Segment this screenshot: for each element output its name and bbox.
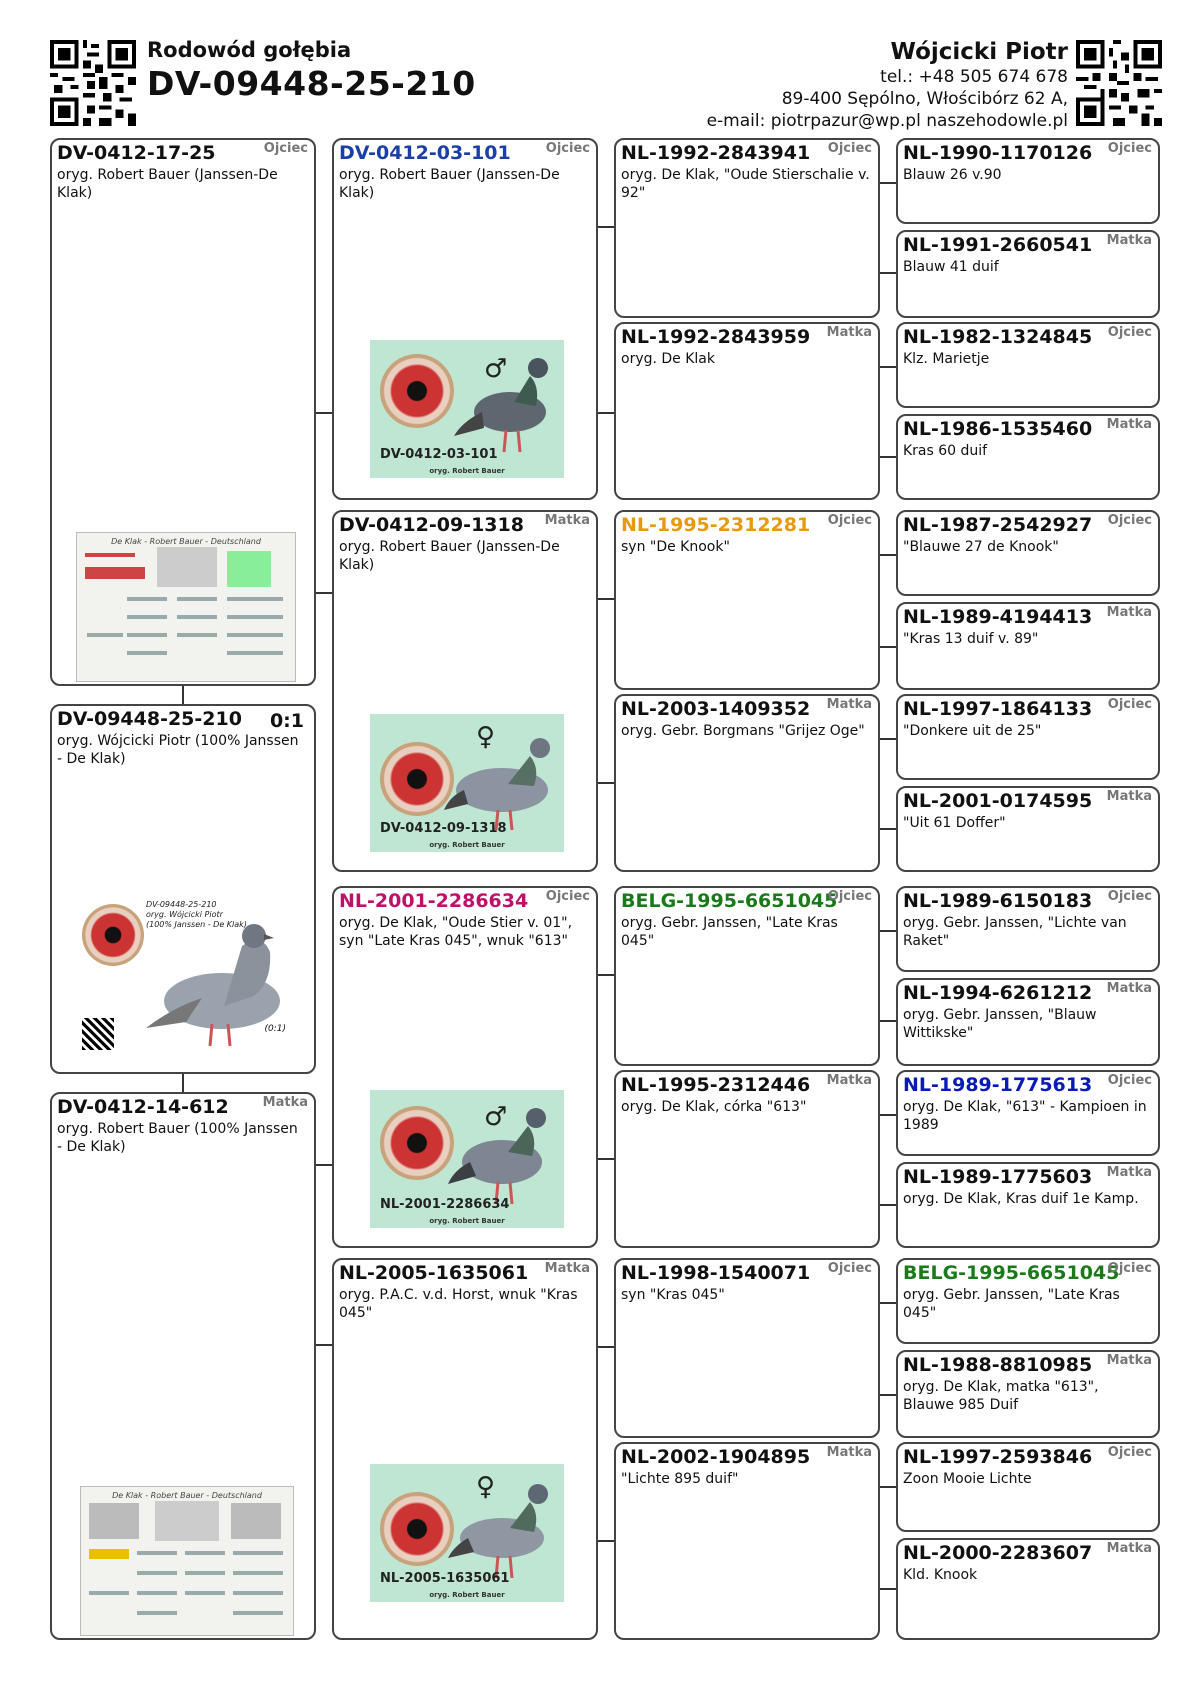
qr-code-left	[50, 40, 136, 126]
photo-origin: oryg. Robert Bauer	[429, 467, 505, 475]
pedigree-description: syn "Kras 045"	[621, 1287, 725, 1303]
eye-photo	[380, 354, 454, 428]
sex-label: Matka	[826, 325, 872, 340]
sex-label: Ojciec	[1107, 1261, 1152, 1276]
ring-number: NL-1989-4194413	[903, 606, 1093, 628]
connector-line	[598, 782, 614, 784]
photo-caption: DV-0412-09-1318	[380, 821, 507, 836]
gen4-card-12	[896, 1162, 1160, 1248]
connector-line	[880, 738, 896, 740]
pedigree-description: "Lichte 895 duif"	[621, 1471, 739, 1487]
sex-label: Matka	[1106, 1353, 1152, 1368]
connector-line	[880, 554, 896, 556]
male-symbol: ♂	[484, 1102, 508, 1132]
sex-label: Matka	[544, 1261, 590, 1276]
ring-number: NL-1986-1535460	[903, 418, 1093, 440]
ring-number: NL-2002-1904895	[621, 1446, 811, 1468]
sex-label: Ojciec	[1107, 889, 1152, 904]
gen2-card-2	[332, 510, 598, 872]
sex-label: Matka	[826, 1073, 872, 1088]
gen4-card-15	[896, 1442, 1160, 1532]
photo-origin: oryg. Robert Bauer	[429, 1591, 505, 1599]
sex-label: Matka	[826, 1445, 872, 1460]
ring-number: NL-1991-2660541	[903, 234, 1093, 256]
owner-address: 89-400 Sępólno, Włościbórz 62 A,	[781, 89, 1068, 109]
pedigree-description: oryg. Gebr. Borgmans "Grijez Oge"	[621, 723, 865, 739]
pedigree-description: oryg. P.A.C. v.d. Horst, wnuk "Kras 045"	[339, 1287, 578, 1321]
pedigree-description: oryg. Gebr. Janssen, "Late Kras 045"	[621, 915, 838, 949]
sex-label: Matka	[1106, 417, 1152, 432]
gen2-card-3	[332, 886, 598, 1248]
sex-label: Matka	[1106, 1165, 1152, 1180]
pedigree-description: oryg. Robert Bauer (100% Janssen - De Klak)	[57, 1121, 298, 1155]
ring-number: BELG-1995-6651045	[621, 890, 838, 912]
connector-line	[880, 272, 896, 274]
pigeon-image	[446, 1468, 562, 1584]
pigeon-photo-3	[370, 1090, 564, 1228]
ring-number: NL-1987-2542927	[903, 514, 1093, 536]
connector-line	[598, 1346, 614, 1348]
gen4-card-4	[896, 414, 1160, 500]
gen4-card-9	[896, 886, 1160, 972]
ring-number: NL-1995-2312281	[621, 514, 811, 536]
pigeon-photo-4	[370, 1464, 564, 1602]
sex-label: Ojciec	[263, 141, 308, 156]
pedigree-description: "Kras 13 duif v. 89"	[903, 631, 1039, 647]
connector-line	[880, 456, 896, 458]
gen4-card-1	[896, 138, 1160, 224]
document-subtitle: Rodowód gołębia	[147, 38, 352, 62]
connector-line	[182, 1074, 184, 1092]
ring-number: NL-1989-6150183	[903, 890, 1093, 912]
pedigree-description: "Donkere uit de 25"	[903, 723, 1042, 739]
sex-label: Matka	[1106, 605, 1152, 620]
ring-number: NL-2001-2286634	[339, 890, 529, 912]
sex-label: Ojciec	[545, 141, 590, 156]
document-image-title: De Klak - Robert Bauer - Deutschland	[112, 1491, 262, 1500]
connector-line	[880, 1114, 896, 1116]
gen4-card-5	[896, 510, 1160, 596]
connector-line	[598, 1540, 614, 1542]
ring-number: NL-1998-1540071	[621, 1262, 811, 1284]
pedigree-description: oryg. De Klak, matka "613", Blauwe 985 Duif	[903, 1379, 1099, 1413]
sex-label: Ojciec	[545, 889, 590, 904]
main-bird-photo	[82, 900, 292, 1056]
gen3-card-6	[614, 1070, 880, 1248]
bird-card	[50, 704, 316, 1074]
photo-caption: NL-2001-2286634	[380, 1197, 510, 1212]
gen4-card-7	[896, 694, 1160, 780]
pedigree-description: oryg. Robert Bauer (Janssen-De Klak)	[339, 539, 560, 573]
gen4-card-6	[896, 602, 1160, 690]
sex-label: Ojciec	[1107, 141, 1152, 156]
pedigree-description: oryg. De Klak	[621, 351, 715, 367]
pedigree-document-image	[76, 532, 296, 682]
sex-label: Ojciec	[827, 889, 872, 904]
owner-phone: tel.: +48 505 674 678	[880, 67, 1068, 87]
connector-line	[880, 1204, 896, 1206]
ring-number: BELG-1995-6651045	[903, 1262, 1120, 1284]
ring-number: NL-1992-2843959	[621, 326, 811, 348]
gen3-card-3	[614, 510, 880, 690]
gen4-card-11	[896, 1070, 1160, 1156]
connector-line	[880, 1302, 896, 1304]
female-symbol: ♀	[476, 1472, 496, 1502]
score-label: 0:1	[269, 710, 304, 732]
sex-label: Matka	[1106, 1541, 1152, 1556]
connector-line	[880, 828, 896, 830]
connector-line	[880, 1588, 896, 1590]
eye-photo	[380, 1492, 454, 1566]
main-photo-caption: DV-09448-25-210 oryg. Wójcicki Piotr (100% Janssen - De Klak)	[146, 900, 247, 929]
pedigree-description: oryg. Gebr. Janssen, "Blauw Wittikske"	[903, 1007, 1097, 1041]
pigeon-photo-1	[370, 340, 564, 478]
ring-number: NL-1997-1864133	[903, 698, 1093, 720]
connector-line	[880, 930, 896, 932]
connector-line	[880, 646, 896, 648]
sex-label: Matka	[1106, 233, 1152, 248]
gen4-card-13	[896, 1258, 1160, 1344]
connector-line	[316, 412, 332, 414]
ring-number: NL-2000-2283607	[903, 1542, 1093, 1564]
ring-number: NL-1982-1324845	[903, 326, 1093, 348]
gen4-card-16	[896, 1538, 1160, 1640]
sex-label: Ojciec	[1107, 513, 1152, 528]
connector-line	[598, 1158, 614, 1160]
ring-number: NL-2005-1635061	[339, 1262, 529, 1284]
gen4-card-8	[896, 786, 1160, 872]
connector-line	[182, 686, 184, 704]
gen2-card-1	[332, 138, 598, 500]
connector-line	[880, 1394, 896, 1396]
connector-line	[598, 974, 614, 976]
sex-label: Ojciec	[1107, 1073, 1152, 1088]
pedigree-description: oryg. Wójcicki Piotr (100% Janssen - De Klak)	[57, 733, 299, 767]
photo-origin: oryg. Robert Bauer	[429, 1217, 505, 1225]
pedigree-description: Blauw 26 v.90	[903, 167, 1002, 183]
sex-label: Ojciec	[1107, 325, 1152, 340]
main-photo-score: (0:1)	[264, 1024, 286, 1034]
pedigree-description: oryg. Robert Bauer (Janssen-De Klak)	[57, 167, 278, 201]
connector-line	[880, 1020, 896, 1022]
ring-number: DV-0412-14-612	[57, 1096, 229, 1118]
owner-contact: e-mail: piotrpazur@wp.pl naszehodowle.pl	[706, 111, 1068, 131]
document-image-title: De Klak - Robert Bauer - Deutschland	[111, 537, 261, 546]
pedigree-description: "Uit 61 Doffer"	[903, 815, 1006, 831]
pedigree-description: oryg. De Klak, "Oude Stier v. 01", syn "Late Kras 045", wnuk "613"	[339, 915, 573, 949]
sex-label: Matka	[262, 1095, 308, 1110]
pedigree-description: oryg. Robert Bauer (Janssen-De Klak)	[339, 167, 560, 201]
qr-code-right	[1076, 40, 1162, 126]
pigeon-ring-title: DV-09448-25-210	[147, 64, 476, 103]
photo-origin: oryg. Robert Bauer	[429, 841, 505, 849]
eye-photo	[82, 904, 144, 966]
gen4-card-3	[896, 322, 1160, 408]
pigeon-image	[446, 1094, 562, 1210]
pedigree-description: oryg. Gebr. Janssen, "Lichte van Raket"	[903, 915, 1127, 949]
sex-label: Matka	[826, 697, 872, 712]
ring-number: DV-09448-25-210	[57, 708, 242, 730]
gen3-card-5	[614, 886, 880, 1066]
connector-line	[880, 1486, 896, 1488]
owner-block	[707, 38, 1068, 132]
connector-line	[598, 412, 614, 414]
connector-line	[880, 182, 896, 184]
sex-label: Ojciec	[827, 141, 872, 156]
sex-label: Matka	[1106, 789, 1152, 804]
ring-number: DV-0412-17-25	[57, 142, 216, 164]
pedigree-description: oryg. Gebr. Janssen, "Late Kras 045"	[903, 1287, 1120, 1321]
gen3-card-1	[614, 138, 880, 318]
pedigree-description: syn "De Knook"	[621, 539, 730, 555]
photo-caption: NL-2005-1635061	[380, 1571, 510, 1586]
connector-line	[316, 1164, 332, 1166]
sex-label: Ojciec	[1107, 697, 1152, 712]
eye-photo	[380, 742, 454, 816]
connector-line	[880, 366, 896, 368]
gen3-card-4	[614, 694, 880, 872]
pedigree-description: oryg. De Klak, córka "613"	[621, 1099, 807, 1115]
eye-photo	[380, 1106, 454, 1180]
gen3-card-7	[614, 1258, 880, 1438]
gen3-card-2	[614, 322, 880, 500]
connector-line	[598, 598, 614, 600]
pedigree-description: Blauw 41 duif	[903, 259, 999, 275]
ring-number: DV-0412-09-1318	[339, 514, 524, 536]
pedigree-document-image	[80, 1486, 294, 1636]
pedigree-description: oryg. De Klak, "613" - Kampioen in 1989	[903, 1099, 1147, 1133]
ring-number: NL-1994-6261212	[903, 982, 1093, 1004]
pedigree-description: oryg. De Klak, Kras duif 1e Kamp.	[903, 1191, 1139, 1207]
ring-number: NL-2001-0174595	[903, 790, 1093, 812]
gen4-card-2	[896, 230, 1160, 318]
gen4-card-14	[896, 1350, 1160, 1438]
ring-number: NL-1988-8810985	[903, 1354, 1093, 1376]
pedigree-description: Kld. Knook	[903, 1567, 978, 1583]
gen3-card-8	[614, 1442, 880, 1640]
ring-number: NL-1989-1775613	[903, 1074, 1093, 1096]
pigeon-image	[452, 346, 562, 456]
sex-label: Matka	[544, 513, 590, 528]
ring-number: NL-1989-1775603	[903, 1166, 1093, 1188]
gen4-card-10	[896, 978, 1160, 1066]
sex-label: Matka	[1106, 981, 1152, 996]
female-symbol: ♀	[476, 722, 496, 752]
sex-label: Ojciec	[1107, 1445, 1152, 1460]
connector-line	[316, 592, 332, 594]
ring-number: DV-0412-03-101	[339, 142, 511, 164]
ring-number: NL-1995-2312446	[621, 1074, 811, 1096]
photo-caption: DV-0412-03-101	[380, 447, 498, 462]
ring-number: NL-2003-1409352	[621, 698, 811, 720]
connector-line	[598, 226, 614, 228]
sire-card	[50, 138, 316, 686]
dam-card	[50, 1092, 316, 1640]
pedigree-description: Kras 60 duif	[903, 443, 988, 459]
pedigree-description: oryg. De Klak, "Oude Stierschalie v. 92"	[621, 167, 870, 201]
ring-number: NL-1990-1170126	[903, 142, 1093, 164]
ring-number: NL-1992-2843941	[621, 142, 811, 164]
owner-name: Wójcicki Piotr	[890, 39, 1068, 65]
sex-label: Ojciec	[827, 1261, 872, 1276]
pedigree-description: Klz. Marietje	[903, 351, 990, 367]
pedigree-description: Zoon Mooie Lichte	[903, 1471, 1032, 1487]
male-symbol: ♂	[484, 354, 508, 384]
pedigree-description: "Blauwe 27 de Knook"	[903, 539, 1059, 555]
ring-number: NL-1997-2593846	[903, 1446, 1093, 1468]
pigeon-photo-2	[370, 714, 564, 852]
sex-label: Ojciec	[827, 513, 872, 528]
gen2-card-4	[332, 1258, 598, 1640]
connector-line	[316, 1344, 332, 1346]
